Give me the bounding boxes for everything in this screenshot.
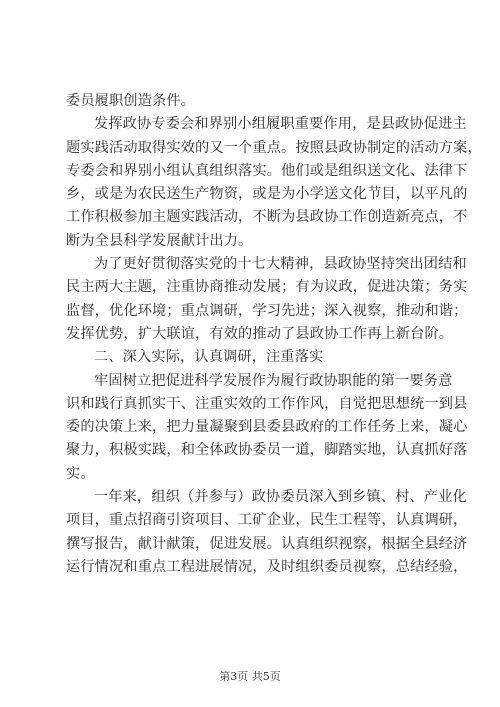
text-line: 民主两大主题，注重协商推动发展；有为议政，促进决策；务实 [66,279,468,296]
text-line: 发挥优势，扩大联谊，有效的推动了县政协工作再上新台阶。 [66,325,454,342]
text-line: 聚力，积极实践，和全体政协委员一道，脚踏实地，认真抓好落 [66,442,468,459]
text-line: 断为全县科学发展献计出力。 [66,232,253,249]
page-footer: 第3页 共5页 [219,670,281,683]
text-line: 监督，优化环境；重点调研，学习先进；深入视察，推动和谐； [66,302,468,319]
text-line: 识和践行真抓实干、注重实效的工作作风，自觉把思想统一到县 [66,395,468,412]
text-line: 撰写报告，献计献策，促进发展。认真组织视察，根据全县经济 [66,535,468,552]
text-line: 乡，或是为农民送生产物资，或是为小学送文化节目，以平凡的 [66,186,468,203]
text-line: 一年来，组织（并参与）政协委员深入到乡镇、村、产业化 [94,489,467,506]
text-line: 运行情况和重点工程进展情况，及时组织委员视察，总结经验， [66,558,468,575]
section-heading: 二、深入实际，认真调研，注重落实 [94,349,324,366]
text-line: 实。 [66,465,95,482]
text-line: 发挥政协专委会和界别小组履职重要作用，是县政协促进主 [94,116,467,133]
text-line: 专委会和界别小组认真组织落实。他们或是组织送文化、法律下 [66,162,468,179]
text-line: 委员履职创造条件。 [66,93,196,109]
text-line: 牢固树立把促进科学发展作为履行政协职能的第一要务意 [94,372,453,389]
text-line: 题实践活动取得实效的又一个重点。按照县政协制定的活动方案， [66,139,482,156]
body-text [66,90,482,579]
text-line: 为了更好贯彻落实党的十七大精神，县政协坚持突出团结和 [94,256,467,273]
text-line: 委的决策上来，把力量凝聚到县委县政府的工作任务上来，凝心 [66,419,468,436]
text-line: 工作积极参加主题实践活动，不断为县政协工作创造新亮点，不 [66,209,468,226]
text-line: 项目，重点招商引资项目、工矿企业，民生工程等，认真调研， [66,512,468,529]
